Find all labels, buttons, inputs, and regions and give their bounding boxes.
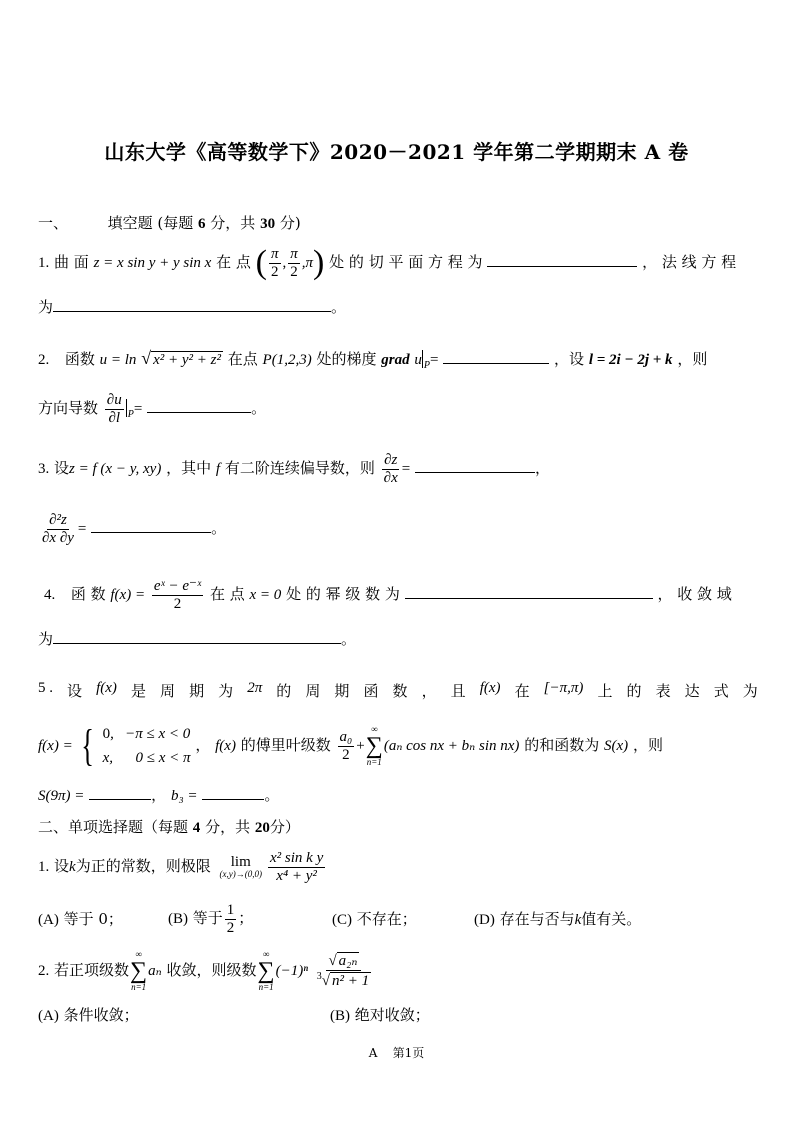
fraction bbox=[105, 392, 124, 426]
option-label: (A) bbox=[38, 1008, 59, 1024]
math-expression: z = f (x − y, xy) bbox=[69, 461, 162, 477]
question-text: 函数 bbox=[64, 350, 95, 368]
question-text: ， 收 敛 域 bbox=[657, 585, 732, 603]
denominator: ∂l bbox=[108, 409, 121, 426]
option-label: (B) bbox=[168, 911, 188, 927]
limit bbox=[220, 854, 262, 880]
question-text: 在点 bbox=[227, 350, 258, 368]
punctuation: ， bbox=[195, 736, 211, 754]
choice-question-1 bbox=[38, 850, 327, 884]
question-text: ，则 bbox=[677, 350, 708, 368]
question-3-cont: $\frac{\text{∂²z}}{\partial x \partial y}$ = 。 bbox=[42, 512, 227, 546]
option-b[interactable] bbox=[330, 1004, 430, 1025]
numerator: 1 bbox=[226, 902, 235, 918]
question-text: 且 bbox=[450, 682, 466, 700]
points-total: 30 bbox=[260, 216, 276, 232]
math-expression: S(x) bbox=[604, 738, 629, 754]
denominator: 2 bbox=[173, 595, 182, 612]
question-text: 设 bbox=[67, 682, 83, 700]
heading-text: 填空题 (每题 bbox=[107, 214, 194, 232]
math-expression: u = ln bbox=[99, 352, 137, 368]
option-text: 不存在； bbox=[356, 910, 417, 928]
numerator: π bbox=[290, 246, 298, 262]
option-text: 等于 0； bbox=[63, 910, 123, 928]
punctuation: ， bbox=[151, 786, 167, 804]
question-number: 2. bbox=[38, 352, 50, 368]
math-expression: P(1,2,3) bbox=[262, 352, 312, 368]
sum-upper: ∞ bbox=[262, 949, 270, 959]
question-text: 为正的常数，则极限 bbox=[75, 857, 211, 875]
question-2-cont bbox=[38, 392, 266, 426]
option-text: 等于 bbox=[192, 909, 223, 927]
question-text: 函 数 bbox=[70, 585, 106, 603]
math-expression: u bbox=[414, 352, 422, 368]
sigma-icon: ∑ bbox=[130, 958, 148, 984]
denominator: 2 bbox=[271, 263, 279, 280]
question-text: 设 bbox=[54, 459, 70, 477]
question-number: 2. bbox=[38, 963, 50, 979]
option-b[interactable] bbox=[168, 902, 253, 936]
sum-lower: n=1 bbox=[366, 757, 382, 767]
question-text: 为 bbox=[38, 298, 54, 316]
answer-blank-gradient[interactable] bbox=[443, 349, 549, 364]
math-expression: f(x) bbox=[96, 680, 117, 696]
question-text: 数 bbox=[392, 682, 408, 700]
question-text: 设 bbox=[54, 857, 70, 875]
question-2: 2. 函数 u = ln √ x² + y² + z² 在点 P(1,2,3) 处的梯度 grad u $_P$= ，设 l = 2i − 2j + k ，则 bbox=[38, 348, 708, 371]
lim-label: lim bbox=[230, 853, 251, 870]
paren-close: ) bbox=[313, 244, 325, 281]
question-text: ，其中 bbox=[166, 459, 212, 477]
denominator: 2 bbox=[226, 919, 235, 936]
sum-lower: n=1 bbox=[131, 982, 147, 992]
punctuation: ； bbox=[238, 909, 254, 927]
sum-upper: ∞ bbox=[135, 949, 142, 959]
case-value: x, bbox=[102, 750, 114, 766]
question-text: 式 bbox=[713, 682, 729, 700]
heading-text: 分，共 bbox=[205, 818, 251, 836]
denominator: ∂x ∂y bbox=[42, 529, 74, 546]
question-text: 是 bbox=[130, 682, 146, 700]
option-label: (B) bbox=[330, 1008, 350, 1024]
question-text: ， 法 线 方 程 bbox=[642, 253, 737, 271]
heading-text: 分，共 bbox=[210, 214, 256, 232]
fraction bbox=[288, 246, 300, 280]
numerator: π bbox=[271, 246, 279, 262]
math-expression: f(x) = bbox=[38, 738, 73, 754]
sigma-icon: ∑ bbox=[257, 958, 275, 984]
question-3: 3. 设z = f (x − y, xy) ，其中 f 有二阶连续偏导数，则 $\frac{\partial z}{\partial x}$ = ， bbox=[38, 452, 551, 486]
question-1: 1. 曲 面 z = x sin y + y sin x 在 点 ( $\frac{\pi}{2}$ , $\frac{\pi}{2}$ ,π) 处 的 切 平 面 方 程 为 ， 法 线 方 程 bbox=[38, 244, 737, 281]
math-expression: (aₙ cos nx + bₙ sin nx) bbox=[383, 738, 520, 754]
page-footer: A 第1页 bbox=[368, 1046, 425, 1060]
math-expression: k bbox=[69, 859, 76, 875]
question-number: 4. bbox=[44, 587, 56, 603]
punctuation: 。 bbox=[264, 786, 280, 804]
subscript: P bbox=[423, 360, 431, 371]
equals: = bbox=[430, 352, 439, 368]
answer-blank-convergence-domain[interactable] bbox=[53, 629, 341, 644]
heading-text: 二、单项选择题（每题 bbox=[38, 818, 189, 836]
equals: = bbox=[133, 401, 143, 417]
question-text: 达 bbox=[684, 682, 700, 700]
question-text: 曲 面 bbox=[54, 253, 89, 271]
question-text: ， bbox=[421, 682, 437, 700]
fraction bbox=[225, 902, 237, 936]
question-text: 期 bbox=[334, 682, 350, 700]
heading-text: 分) bbox=[279, 214, 301, 232]
answer-blank-dz-dx[interactable] bbox=[415, 458, 535, 473]
answer-blank-directional-derivative[interactable] bbox=[147, 398, 251, 413]
question-text: 的傅里叶级数 bbox=[240, 736, 331, 754]
question-number: 5 . bbox=[38, 680, 53, 696]
question-text: 若正项级数 bbox=[54, 961, 130, 979]
question-text: 有二阶连续偏导数，则 bbox=[224, 459, 375, 477]
page-title: 山东大学《高等数学下》2020－2021 学年第二学期期末 A 卷 bbox=[104, 140, 689, 164]
question-1-cont bbox=[38, 296, 346, 317]
option-a[interactable] bbox=[38, 908, 123, 929]
math-expression: z = x sin y + y sin x bbox=[93, 255, 212, 271]
denominator: 2 bbox=[342, 746, 350, 763]
question-text: 周 bbox=[305, 682, 321, 700]
question-text: 在 点 bbox=[216, 253, 251, 271]
question-4-cont bbox=[38, 628, 356, 649]
lim-subscript: (x,y)→(0,0) bbox=[219, 869, 262, 880]
points-per: 4 bbox=[192, 820, 201, 836]
denominator: 2 bbox=[290, 263, 298, 280]
question-text: 在 bbox=[514, 682, 530, 700]
question-4 bbox=[44, 578, 732, 612]
option-text: 值有关。 bbox=[581, 910, 642, 928]
punctuation: 。 bbox=[251, 399, 267, 417]
option-text: 存在与否与 bbox=[499, 910, 575, 928]
option-a[interactable] bbox=[38, 1004, 139, 1025]
numerator: x² sin k y bbox=[270, 850, 324, 866]
denominator: x⁴ + y² bbox=[276, 867, 317, 884]
question-text: 为 bbox=[38, 630, 54, 648]
punctuation: 。 bbox=[331, 298, 347, 316]
question-text: 为 bbox=[218, 682, 234, 700]
punctuation: 。 bbox=[211, 519, 227, 537]
question-text: 的 bbox=[626, 682, 642, 700]
numerator: a₂ₙ bbox=[338, 953, 358, 969]
question-5-line-2 bbox=[38, 722, 663, 770]
fraction bbox=[382, 452, 400, 486]
case-value: 0, bbox=[102, 726, 114, 742]
math-expression: b₃ = bbox=[170, 788, 198, 804]
numerator: ∂u bbox=[106, 392, 122, 408]
math-expression: f(x) bbox=[215, 738, 236, 754]
question-5-line-3 bbox=[38, 784, 279, 805]
question-text: 处的梯度 bbox=[316, 350, 377, 368]
answer-blank-normal-line[interactable] bbox=[53, 297, 331, 312]
option-text: 绝对收敛； bbox=[354, 1006, 430, 1024]
option-label: (C) bbox=[332, 912, 352, 928]
math-expression: k bbox=[574, 912, 582, 928]
answer-blank-b3[interactable] bbox=[202, 785, 264, 800]
heading-text: 分） bbox=[269, 818, 300, 836]
answer-blank-s9pi[interactable] bbox=[89, 785, 151, 800]
question-text: 方向导数 bbox=[38, 399, 99, 417]
option-c[interactable] bbox=[332, 908, 417, 929]
denominator: ∂x bbox=[383, 469, 398, 486]
math-expression: S(9π) = bbox=[38, 788, 85, 804]
numerator: a₀ bbox=[339, 729, 353, 745]
sum-upper: ∞ bbox=[371, 724, 378, 734]
sqrt-body: x² + y² + z² bbox=[153, 352, 221, 368]
option-text: 条件收敛； bbox=[63, 1006, 139, 1024]
grad-symbol: grad bbox=[381, 352, 410, 368]
points-per: 6 bbox=[197, 216, 206, 232]
question-number: 3. bbox=[38, 461, 50, 477]
question-number: 1. bbox=[38, 859, 50, 875]
option-d[interactable] bbox=[474, 908, 641, 929]
math-expression: [−π,π) bbox=[543, 680, 584, 696]
subscript: P bbox=[127, 409, 134, 420]
numerator: ∂²z bbox=[49, 512, 67, 528]
piecewise-function bbox=[77, 722, 190, 770]
numerator: eˣ − e⁻ˣ bbox=[153, 578, 202, 594]
question-text: 周 bbox=[160, 682, 176, 700]
question-text: 收敛，则级数 bbox=[166, 961, 257, 979]
math-expression: aₙ bbox=[148, 963, 162, 979]
option-label: (D) bbox=[474, 912, 495, 928]
fraction bbox=[269, 246, 281, 280]
answer-blank-power-series[interactable] bbox=[405, 584, 653, 599]
root-index: 3 bbox=[316, 970, 322, 982]
question-text: 期 bbox=[189, 682, 205, 700]
summation bbox=[130, 950, 147, 992]
fraction bbox=[338, 729, 355, 763]
question-text: 表 bbox=[655, 682, 671, 700]
question-5-line-1 bbox=[38, 680, 758, 701]
case-condition: 0 ≤ x < π bbox=[135, 750, 191, 766]
math-expression: ,π bbox=[301, 255, 314, 271]
plus: + bbox=[356, 738, 365, 754]
brace: { bbox=[81, 721, 95, 770]
answer-blank-tangent-plane[interactable] bbox=[487, 252, 637, 267]
summation bbox=[258, 950, 275, 992]
denominator: n² + 1 bbox=[332, 972, 370, 989]
question-text: 的 bbox=[276, 682, 292, 700]
math-expression: f(x) bbox=[479, 680, 501, 696]
section-1-heading bbox=[38, 212, 301, 233]
math-expression: (−1)ⁿ bbox=[275, 963, 308, 979]
question-text: 处 的 切 平 面 方 程 为 bbox=[329, 253, 483, 271]
question-text: 函 bbox=[363, 682, 379, 700]
question-text: ，则 bbox=[632, 736, 663, 754]
sigma-icon: ∑ bbox=[365, 733, 383, 759]
fraction bbox=[268, 850, 325, 884]
choice-question-2 bbox=[38, 950, 375, 992]
case-condition: −π ≤ x < 0 bbox=[125, 726, 191, 742]
question-text: 上 bbox=[597, 682, 613, 700]
question-number: 1. bbox=[38, 255, 50, 271]
numerator: ∂z bbox=[384, 452, 398, 468]
option-label: (A) bbox=[38, 912, 59, 928]
math-expression: 2π bbox=[247, 680, 263, 696]
section-2-heading bbox=[38, 816, 300, 837]
fraction bbox=[40, 512, 76, 546]
paren-open: ( bbox=[255, 244, 267, 281]
question-text: ，设 bbox=[554, 350, 585, 368]
answer-blank-d2z-dxdy[interactable] bbox=[91, 518, 211, 533]
math-expression: f bbox=[215, 461, 221, 477]
fraction bbox=[152, 578, 203, 612]
fraction: $\frac{\text{√ a₂ₙ}}{^3√ n^2 + 1}$ bbox=[316, 953, 370, 989]
question-text: 在 点 bbox=[209, 585, 245, 603]
sum-lower: n=1 bbox=[258, 982, 274, 992]
question-text: 的和函数为 bbox=[524, 736, 600, 754]
question-text: 为 bbox=[742, 682, 758, 700]
punctuation: ， bbox=[535, 459, 551, 477]
math-expression: x = 0 bbox=[249, 587, 282, 603]
section-number: 一、 bbox=[38, 214, 69, 232]
punctuation: 。 bbox=[341, 630, 357, 648]
math-expression: f(x) = bbox=[110, 587, 146, 603]
math-expression: l = 2i − 2j + k bbox=[588, 352, 673, 368]
points-total: 20 bbox=[254, 820, 270, 836]
question-text: 处 的 幂 级 数 为 bbox=[286, 585, 400, 603]
summation bbox=[366, 725, 383, 767]
